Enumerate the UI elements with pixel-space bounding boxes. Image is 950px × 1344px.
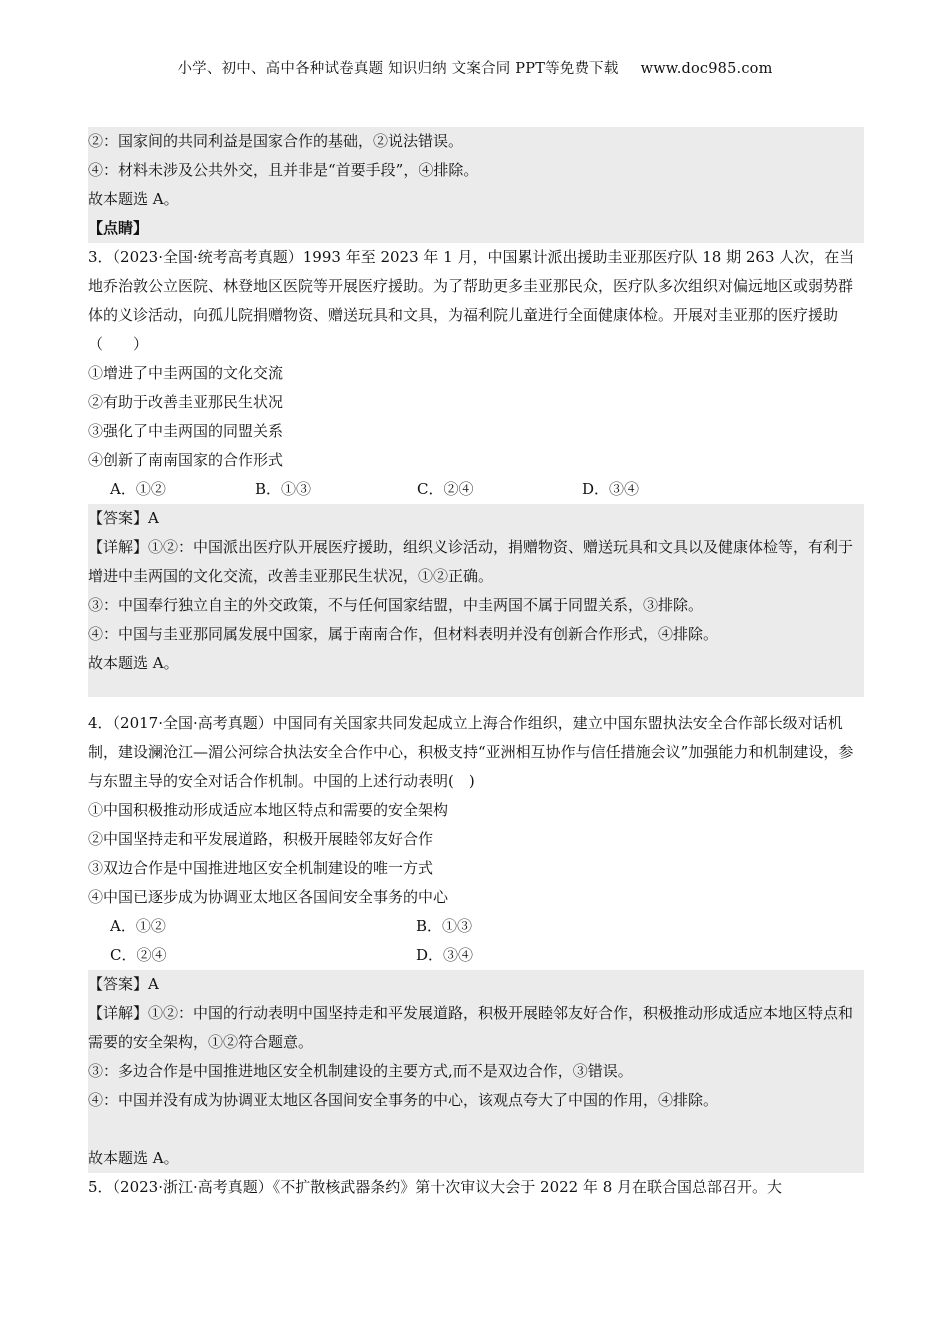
statement-item: ①增进了中圭两国的文化交流 <box>88 364 284 382</box>
statement-item: ①中国积极推动形成适应本地区特点和需要的安全架构 <box>88 801 449 819</box>
question-3 <box>88 243 864 697</box>
conclusion-text: 故本题选 A。 <box>88 654 179 672</box>
answer-label: 【答案】A <box>88 975 159 993</box>
detail-text: ④：中国并没有成为协调亚太地区各国间安全事务的中心，该观点夸大了中国的作用，④排除。 <box>88 1091 719 1109</box>
option-a: A．①② <box>110 917 166 935</box>
header-url[interactable]: www.doc985.com <box>640 61 773 77</box>
prev-line: ②：国家间的共同利益是国家合作的基础，②说法错误。 <box>88 132 464 150</box>
answer-options <box>88 912 864 941</box>
question-stem: 3．（2023·全国·统考高考真题）1993 年至 2023 年 1 月，中国累计派出援助圭亚那医疗队 18 期 263 人次，在当地乔治敦公立医院、林登地区医院等开展医疗援助。为了帮助更多圭亚那民众，医疗队多次组织对偏远地区或弱势群体的义诊活动，向孤儿院捐赠物资、赠送玩具和文具，为福利院儿童进行全面健康体检。开展对圭亚那的医疗援助（ ） <box>88 248 855 353</box>
page-header <box>0 57 950 78</box>
option-c: C．②④ <box>110 946 167 964</box>
document-body <box>88 127 864 1202</box>
question-stem: 5．（2023·浙江·高考真题）《不扩散核武器条约》第十次审议大会于 2022 年 8 月在联合国总部召开。大 <box>88 1178 783 1196</box>
answer-block <box>88 970 864 1173</box>
statement-item: ③强化了中圭两国的同盟关系 <box>88 422 284 440</box>
detail-text: 【详解】①②：中国派出医疗队开展医疗援助，组织义诊活动，捐赠物资、赠送玩具和文具以及健康体检等，有利于增进中圭两国的文化交流，改善圭亚那民生状况，①②正确。 <box>88 538 854 585</box>
statement-item: ④创新了南南国家的合作形式 <box>88 451 284 469</box>
statement-item: ②有助于改善圭亚那民生状况 <box>88 393 284 411</box>
prev-conclusion: 故本题选 A。 <box>88 190 179 208</box>
answer-block <box>88 504 864 697</box>
statement-item: ④中国已逐步成为协调亚太地区各国间安全事务的中心 <box>88 888 449 906</box>
tip-heading: 【点睛】 <box>88 219 149 237</box>
option-c: C．②④ <box>417 480 474 498</box>
option-d: D．③④ <box>582 480 640 498</box>
statement-item: ②中国坚持走和平发展道路，积极开展睦邻友好合作 <box>88 830 434 848</box>
answer-label: 【答案】A <box>88 509 159 527</box>
option-b: B．①③ <box>255 480 312 498</box>
statement-item: ③双边合作是中国推进地区安全机制建设的唯一方式 <box>88 859 434 877</box>
prev-line: ④：材料未涉及公共外交，且并非是“首要手段”，④排除。 <box>88 161 479 179</box>
option-b: B．①③ <box>416 917 473 935</box>
question-4 <box>88 709 864 1173</box>
answer-options <box>88 941 864 970</box>
detail-text: ③：多边合作是中国推进地区安全机制建设的主要方式,而不是双边合作，③错误。 <box>88 1062 633 1080</box>
question-stem: 4．（2017·全国·高考真题）中国同有关国家共同发起成立上海合作组织，建立中国东盟执法安全合作部长级对话机制，建设澜沧江—湄公河综合执法安全合作中心，积极支持“亚洲相互协作与信任措施会议”加强能力和机制建设，参与东盟主导的安全对话合作机制。中国的上述行动表明( ) <box>88 714 854 790</box>
detail-text: ④：中国与圭亚那同属发展中国家，属于南南合作，但材料表明并没有创新合作形式，④排除。 <box>88 625 719 643</box>
header-text: 小学、初中、高中各种试卷真题 知识归纳 文案合同 PPT等免费下载 <box>177 61 619 77</box>
prev-explanation-block <box>88 127 864 243</box>
option-a: A．①② <box>110 480 166 498</box>
detail-text: 【详解】①②：中国的行动表明中国坚持走和平发展道路，积极开展睦邻友好合作，积极推动形成适应本地区特点和需要的安全架构，①②符合题意。 <box>88 1004 854 1051</box>
detail-text: ③：中国奉行独立自主的外交政策，不与任何国家结盟，中圭两国不属于同盟关系，③排除。 <box>88 596 704 614</box>
answer-options <box>88 475 864 504</box>
option-d: D．③④ <box>416 946 474 964</box>
conclusion-text: 故本题选 A。 <box>88 1149 179 1167</box>
question-5 <box>88 1173 864 1202</box>
